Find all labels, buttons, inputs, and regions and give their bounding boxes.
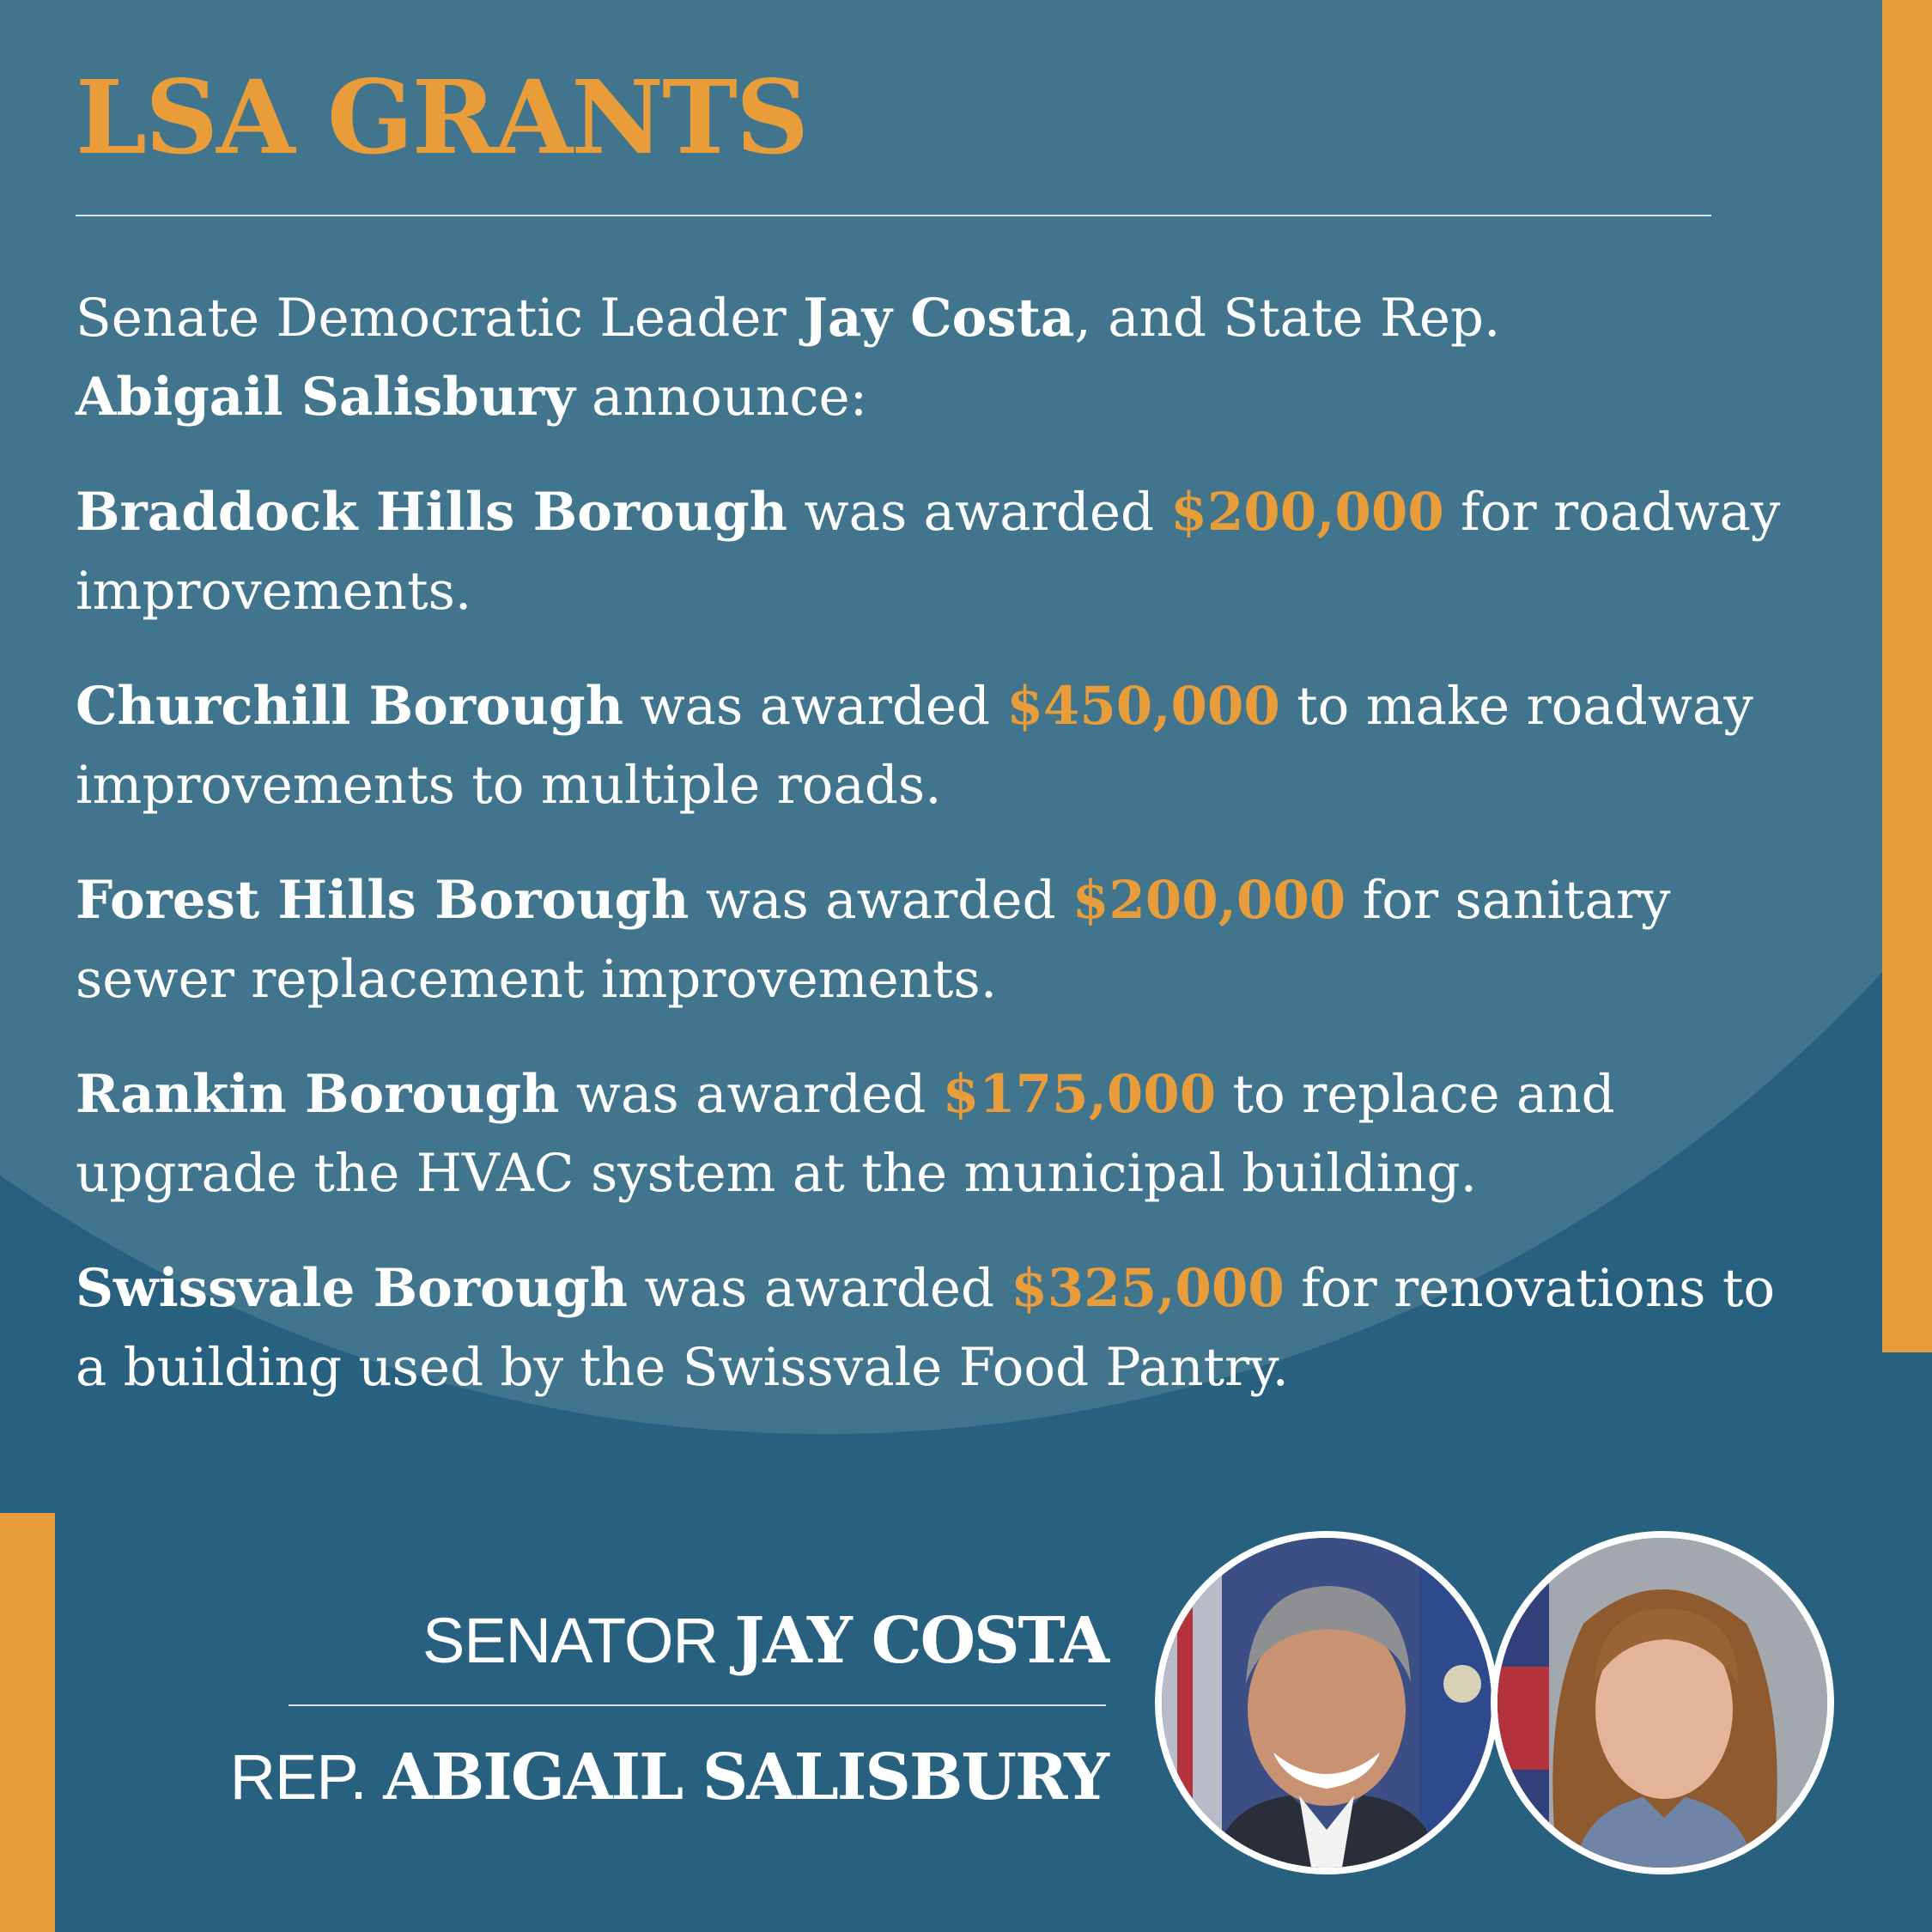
grant-recipient: Forest Hills Borough	[76, 870, 690, 931]
grant-recipient: Churchill Borough	[76, 676, 624, 737]
grant-verb: was awarded	[689, 870, 1072, 931]
senator-name: JAY COSTA	[734, 1604, 1108, 1678]
grant-amount: $325,000	[1011, 1258, 1285, 1319]
page-title: LSA GRANTS	[76, 58, 808, 177]
title-divider	[76, 215, 1711, 216]
grant-verb: was awarded	[559, 1064, 943, 1125]
intro-paragraph	[76, 279, 1793, 437]
senator-photo	[1155, 1531, 1498, 1874]
intro-text-2: , and State Rep.	[1074, 288, 1501, 349]
grant-verb: was awarded	[628, 1258, 1012, 1319]
grant-verb: was awarded	[787, 482, 1171, 543]
intro-text-3: announce:	[574, 367, 868, 428]
announcement-body	[76, 279, 1793, 1443]
signature-divider	[289, 1704, 1106, 1706]
grant-purpose: for sanitary sewer replacement improvements.	[76, 870, 1671, 1010]
rep-name: ABIGAIL SALISBURY	[383, 1741, 1108, 1814]
grant-amount: $450,000	[1006, 676, 1280, 737]
senator-signature	[422, 1604, 1108, 1678]
grant-verb: was awarded	[623, 676, 1007, 737]
grant-purpose: for roadway improvements.	[76, 482, 1781, 622]
accent-bar-right	[1882, 0, 1932, 1352]
grant-recipient: Swissvale Borough	[76, 1258, 629, 1319]
rep-signature	[229, 1741, 1108, 1814]
grant-item	[76, 473, 1793, 631]
grant-item	[76, 1055, 1793, 1213]
senator-prefix: SENATOR	[422, 1605, 735, 1676]
grant-purpose: to replace and upgrade the HVAC system at the municipal building.	[76, 1064, 1615, 1204]
grant-recipient: Rankin Borough	[76, 1064, 560, 1125]
grant-item	[76, 861, 1793, 1019]
grant-amount: $200,000	[1072, 870, 1346, 931]
rep-prefix: REP.	[229, 1741, 384, 1813]
grant-item	[76, 1249, 1793, 1407]
accent-bar-left	[0, 1513, 55, 1932]
grant-item	[76, 667, 1793, 825]
rep-photo	[1491, 1531, 1834, 1874]
grant-recipient: Braddock Hills Borough	[76, 482, 788, 543]
intro-name-salisbury: Abigail Salisbury	[76, 367, 575, 428]
intro-name-costa: Jay Costa	[803, 288, 1075, 349]
intro-text-1: Senate Democratic Leader	[76, 288, 804, 349]
grant-amount: $175,000	[942, 1064, 1217, 1125]
grant-purpose: to make roadway improvements to multiple roads.	[76, 676, 1753, 816]
grant-purpose: for renovations to a building used by the Swissvale Food Pantry.	[76, 1258, 1776, 1398]
grant-amount: $200,000	[1170, 482, 1444, 543]
